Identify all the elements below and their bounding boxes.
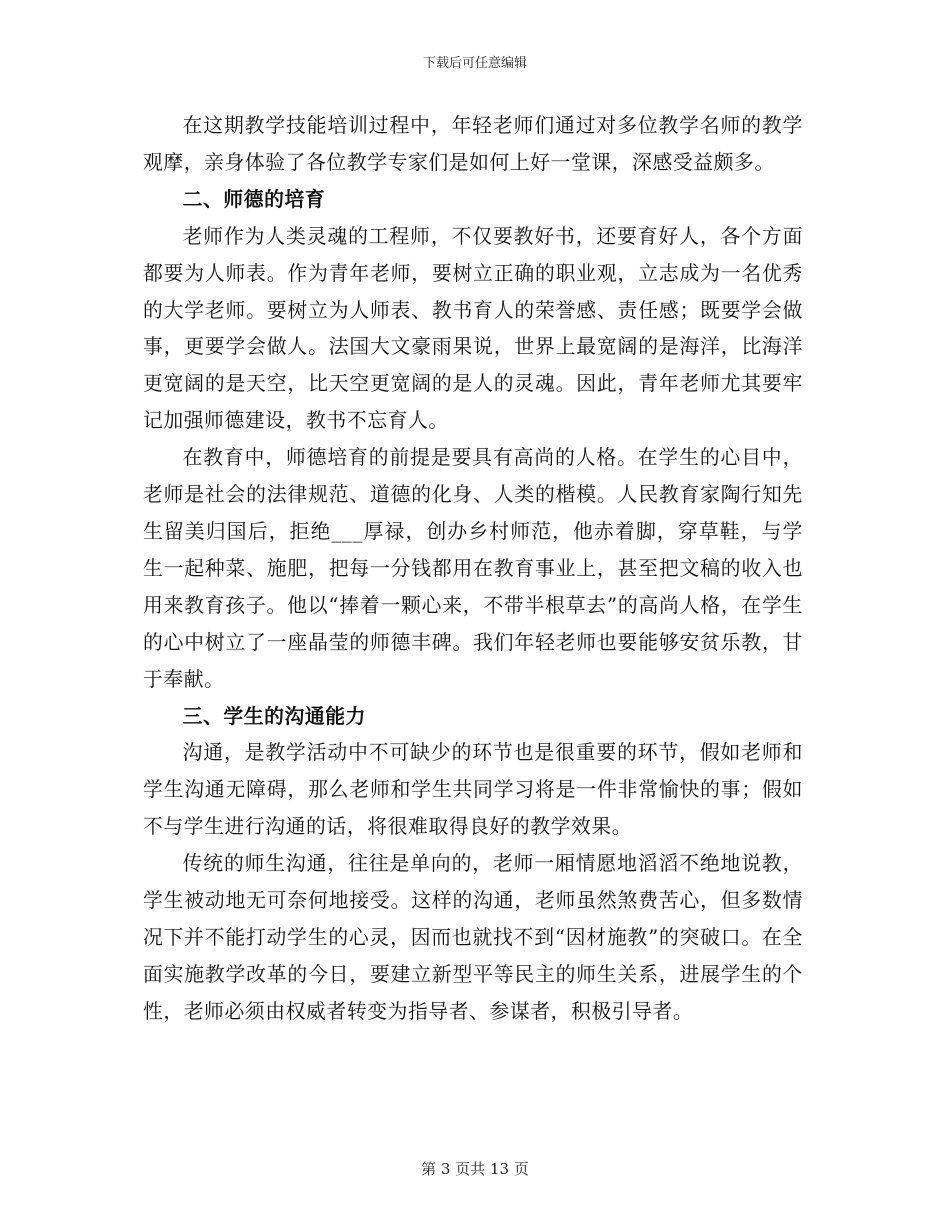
page-footer: 第 3 页共 13 页 xyxy=(421,1160,529,1178)
paragraph-noble-character: 在教育中，师德培育的前提是要具有高尚的人格。在学生的心目中，老师是社会的法律规范、道德的化身、人类的楷模。人民教育家陶行知先生留美归国后，拒绝___厚禄，创办乡村师范，他赤着脚，穿草鞋，与学生一起种菜、施肥，把每一分钱都用在教育事业上，甚至把文稿的收入也用来教育孩子。他以“捧着一颗心来，不带半根草去”的高尚人格，在学生的心中树立了一座晶莹的师德丰碑。我们年轻老师也要能够安贫乐教，甘于奉献。 xyxy=(143,446,803,691)
paragraph-communication-importance: 沟通，是教学活动中不可缺少的环节也是很重要的环节，假如老师和学生沟通无障碍，那么老师和学生共同学习将是一件非常愉快的事；假如不与学生进行沟通的话，将很难取得良好的教学效果。 xyxy=(143,741,803,839)
paragraph-teacher-role: 老师作为人类灵魂的工程师，不仅要教好书，还要育好人，各个方面都要为人师表。作为青年老师，要树立正确的职业观，立志成为一名优秀的大学老师。要树立为人师表、教书育人的荣誉感、责任感；既要学会做事，更要学会做人。法国大文豪雨果说，世界上最宽阔的是海洋，比海洋更宽阔的是天空，比天空更宽阔的是人的灵魂。因此，青年老师尤其要牢记加强师德建设，教书不忘育人。 xyxy=(143,224,803,433)
paragraph-training-observation: 在这期教学技能培训过程中，年轻老师们通过对多位教学名师的教学观摩，亲身体验了各位教学专家们是如何上好一堂课，深感受益颇多。 xyxy=(143,114,803,174)
document-body xyxy=(143,108,803,1031)
section-heading-ethics: 二、师德的培育 xyxy=(182,187,326,211)
page-header: 下载后可任意编辑 xyxy=(422,56,527,71)
section-heading-communication: 三、学生的沟通能力 xyxy=(182,704,367,728)
paragraph-traditional-communication: 传统的师生沟通，往往是单向的，老师一厢情愿地滔滔不绝地说教，学生被动地无可奈何地接受。这样的沟通，老师虽然煞费苦心，但多数情况下并不能打动学生的心灵，因而也就找不到“因材施教”的突破口。在全面实施教学改革的今日，要建立新型平等民主的师生关系，进展学生的个性，老师必须由权威者转变为指导者、参谋者，积极引导者。 xyxy=(143,852,803,1023)
